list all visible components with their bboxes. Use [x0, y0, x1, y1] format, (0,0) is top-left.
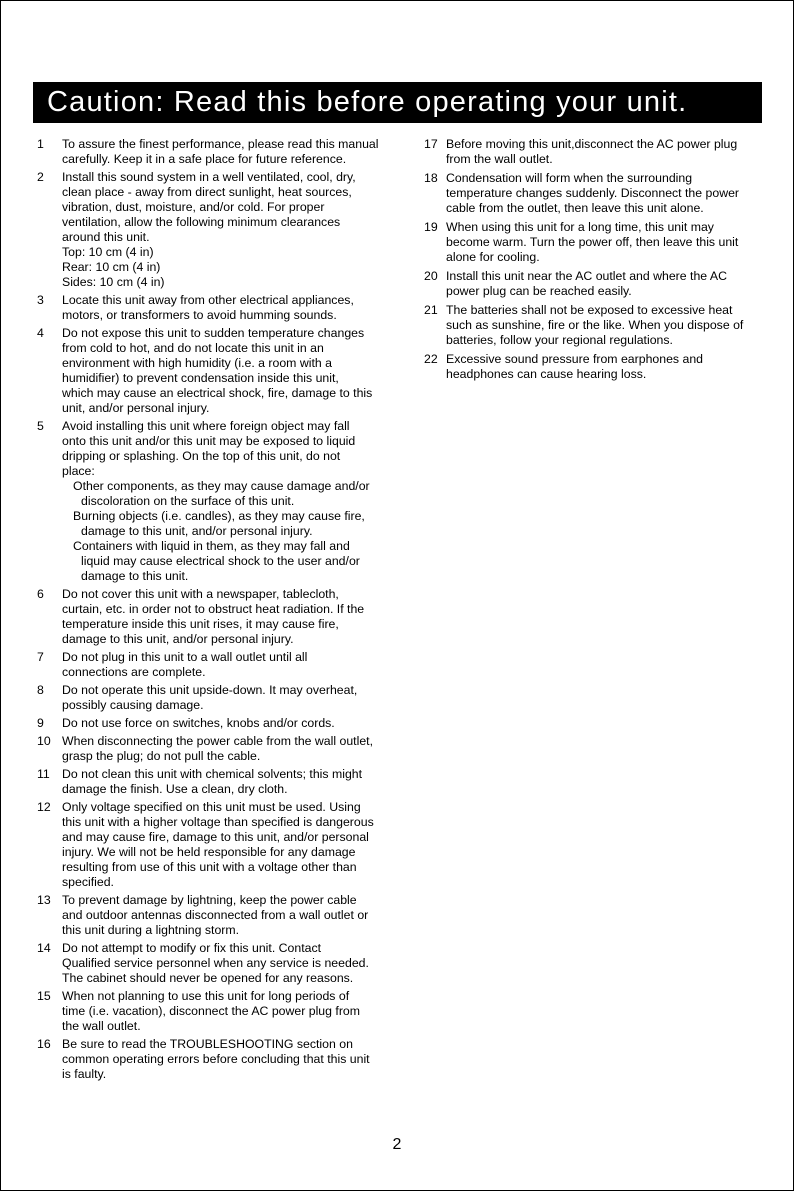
item-text-line: around this unit. — [62, 230, 150, 244]
item-text-line: ventilation, allow the following minimum clearances — [62, 215, 341, 229]
caution-item-19 — [424, 220, 774, 265]
item-text-line: Do not attempt to modify or fix this unit. Contact — [62, 941, 322, 955]
caution-item-17 — [424, 137, 774, 167]
item-number: 18 — [424, 171, 438, 185]
sub-item-text-line: liquid may cause electrical shock to the user and/or — [81, 554, 360, 568]
sub-item-text-line: discoloration on the surface of this unit. — [81, 494, 295, 508]
item-number: 12 — [37, 800, 51, 814]
item-text-line: Condensation will form when the surrounding — [446, 171, 693, 185]
caution-item-2 — [37, 170, 397, 290]
caution-item-3 — [37, 293, 397, 323]
item-text-line: Do not cover this unit with a newspaper, tablecloth, — [62, 587, 339, 601]
item-text-line: Do not expose this unit to sudden temperature changes — [62, 326, 365, 340]
item-text-line: from cold to hot, and do not locate this unit in an — [62, 341, 324, 355]
item-text-line: vibration, dust, moisture, and/or cold. For proper — [62, 200, 325, 214]
item-text-line: Do not plug in this unit to a wall outlet until all — [62, 650, 308, 664]
item-text-line: Only voltage specified on this unit must be used. Using — [62, 800, 361, 814]
item-text-line: unit, and/or personal injury. — [62, 401, 210, 415]
sub-item-text-line: damage to this unit. — [81, 569, 189, 583]
sub-item-text-line: Other components, as they may cause damage and/or — [73, 479, 370, 493]
item-number: 20 — [424, 269, 438, 283]
item-text-line: When disconnecting the power cable from the wall outlet, — [62, 734, 374, 748]
caution-item-10 — [37, 734, 397, 764]
item-text-line: When not planning to use this unit for long periods of — [62, 989, 350, 1003]
item-number: 4 — [37, 326, 44, 340]
item-text-line: resulting from use of this unit with a voltage other than — [62, 860, 357, 874]
item-text-line: motors, or transformers to avoid humming sounds. — [62, 308, 337, 322]
caution-item-20 — [424, 269, 774, 299]
item-text-line: common operating errors before concluding that this unit — [62, 1052, 370, 1066]
item-number: 17 — [424, 137, 438, 151]
item-text-line: Do not operate this unit upside-down. It may overheat, — [62, 683, 358, 697]
item-text-line: damage to this unit, and/or personal injury. — [62, 632, 294, 646]
item-text-line: is faulty. — [62, 1067, 107, 1081]
item-text-line: clean place - away from direct sunlight, heat sources, — [62, 185, 352, 199]
item-number: 22 — [424, 352, 438, 366]
item-text-line: cable from the outlet, then leave this unit alone. — [446, 201, 704, 215]
caution-item-12 — [37, 800, 397, 890]
item-text-line: specified. — [62, 875, 114, 889]
item-number: 9 — [37, 716, 44, 730]
item-text-line: Do not clean this unit with chemical solvents; this might — [62, 767, 363, 781]
caution-item-18 — [424, 171, 774, 216]
caution-item-7 — [37, 650, 397, 680]
item-text-line: environment with high humidity (i.e. a room with a — [62, 356, 332, 370]
item-text-line: Be sure to read the TROUBLESHOOTING section on — [62, 1037, 353, 1051]
caution-item-1 — [37, 137, 397, 167]
item-text-line: Do not use force on switches, knobs and/or cords. — [62, 716, 335, 730]
item-text-line: become warm. Turn the power off, then leave this unit — [446, 235, 739, 249]
item-number: 1 — [37, 137, 44, 151]
item-number: 8 — [37, 683, 44, 697]
item-text-line: carefully. Keep it in a safe place for future reference. — [62, 152, 347, 166]
item-text-line: Locate this unit away from other electrical appliances, — [62, 293, 354, 307]
item-text-line: from the wall outlet. — [446, 152, 553, 166]
caution-item-13 — [37, 893, 397, 938]
page-number: 2 — [392, 1136, 402, 1153]
sub-item-text-line: Containers with liquid in them, as they may fall and — [73, 539, 350, 553]
item-text-line: this unit with a higher voltage than specified is dangerous — [62, 815, 374, 829]
item-text-line: To prevent damage by lightning, keep the power cable — [62, 893, 357, 907]
item-text-line: The cabinet should never be opened for any reasons. — [62, 971, 354, 985]
caution-item-16 — [37, 1037, 397, 1082]
item-text-line: Install this unit near the AC outlet and where the AC — [446, 269, 727, 283]
item-number: 6 — [37, 587, 44, 601]
item-text-line: curtain, etc. in order not to obstruct heat radiation. If the — [62, 602, 365, 616]
item-number: 21 — [424, 303, 438, 317]
item-text-line: the wall outlet. — [62, 1019, 141, 1033]
item-number: 2 — [37, 170, 44, 184]
right-column — [424, 137, 774, 382]
item-number: 10 — [37, 734, 51, 748]
caution-banner: Caution: Read this before operating your unit. — [33, 82, 762, 123]
item-text-line: such as sunshine, fire or the like. When you dispose of — [446, 318, 744, 332]
item-text-line: Avoid installing this unit where foreign object may fall — [62, 419, 350, 433]
caution-item-21 — [424, 303, 774, 348]
item-text-line: onto this unit and/or this unit may be exposed to liquid — [62, 434, 356, 448]
item-number: 15 — [37, 989, 51, 1003]
item-text-line: batteries, follow your regional regulations. — [446, 333, 673, 347]
item-number: 5 — [37, 419, 44, 433]
item-text-line: Sides: 10 cm (4 in) — [62, 275, 165, 289]
item-text-line: damage the finish. Use a clean, dry cloth. — [62, 782, 288, 796]
item-text-line: humidifier) to prevent condensation inside this unit, — [62, 371, 339, 385]
item-text-line: temperature inside this unit rises, it may cause fire, — [62, 617, 339, 631]
item-text-line: dripping or splashing. On the top of this unit, do not — [62, 449, 341, 463]
item-text-line: connections are complete. — [62, 665, 206, 679]
sub-item-text-line: Burning objects (i.e. candles), as they may cause fire, — [73, 509, 365, 523]
item-text-line: and may cause fire, damage to this unit, and/or personal — [62, 830, 369, 844]
item-text-line: temperature changes suddenly. Disconnect the power — [446, 186, 740, 200]
caution-item-14 — [37, 941, 397, 986]
item-text-line: Rear: 10 cm (4 in) — [62, 260, 161, 274]
item-text-line: injury. We will not be held responsible for any damage — [62, 845, 356, 859]
item-text-line: Qualified service personnel when any service is needed. — [62, 956, 369, 970]
item-text-line: time (i.e. vacation), disconnect the AC power plug from — [62, 1004, 360, 1018]
item-text-line: possibly causing damage. — [62, 698, 204, 712]
item-text-line: this unit during a lightning storm. — [62, 923, 240, 937]
item-number: 13 — [37, 893, 51, 907]
caution-item-5 — [37, 419, 397, 584]
caution-item-8 — [37, 683, 397, 713]
item-text-line: When using this unit for a long time, this unit may — [446, 220, 714, 234]
caution-item-11 — [37, 767, 397, 797]
item-number: 7 — [37, 650, 44, 664]
item-text-line: The batteries shall not be exposed to excessive heat — [446, 303, 733, 317]
left-column — [37, 137, 397, 1082]
item-number: 3 — [37, 293, 44, 307]
caution-item-6 — [37, 587, 397, 647]
item-text-line: Excessive sound pressure from earphones and — [446, 352, 704, 366]
item-text-line: Install this sound system in a well ventilated, cool, dry, — [62, 170, 356, 184]
item-text-line: and outdoor antennas disconnected from a wall outlet or — [62, 908, 369, 922]
item-number: 11 — [37, 767, 50, 781]
item-number: 16 — [37, 1037, 51, 1051]
sub-item-text-line: damage to this unit, and/or personal injury. — [81, 524, 313, 538]
item-text-line: To assure the finest performance, please read this manual — [62, 137, 379, 151]
caution-item-15 — [37, 989, 397, 1034]
item-text-line: Top: 10 cm (4 in) — [62, 245, 154, 259]
item-text-line: headphones can cause hearing loss. — [446, 367, 647, 381]
item-text-line: which may cause an electrical shock, fire, damage to this — [62, 386, 373, 400]
item-number: 14 — [37, 941, 51, 955]
caution-item-4 — [37, 326, 397, 416]
item-number: 19 — [424, 220, 438, 234]
item-text-line: place: — [62, 464, 95, 478]
caution-item-22 — [424, 352, 774, 382]
item-text-line: alone for cooling. — [446, 250, 540, 264]
item-text-line: power plug can be reached easily. — [446, 284, 632, 298]
item-text-line: grasp the plug; do not pull the cable. — [62, 749, 261, 763]
item-text-line: Before moving this unit,disconnect the AC power plug — [446, 137, 738, 151]
caution-item-9 — [37, 716, 397, 731]
